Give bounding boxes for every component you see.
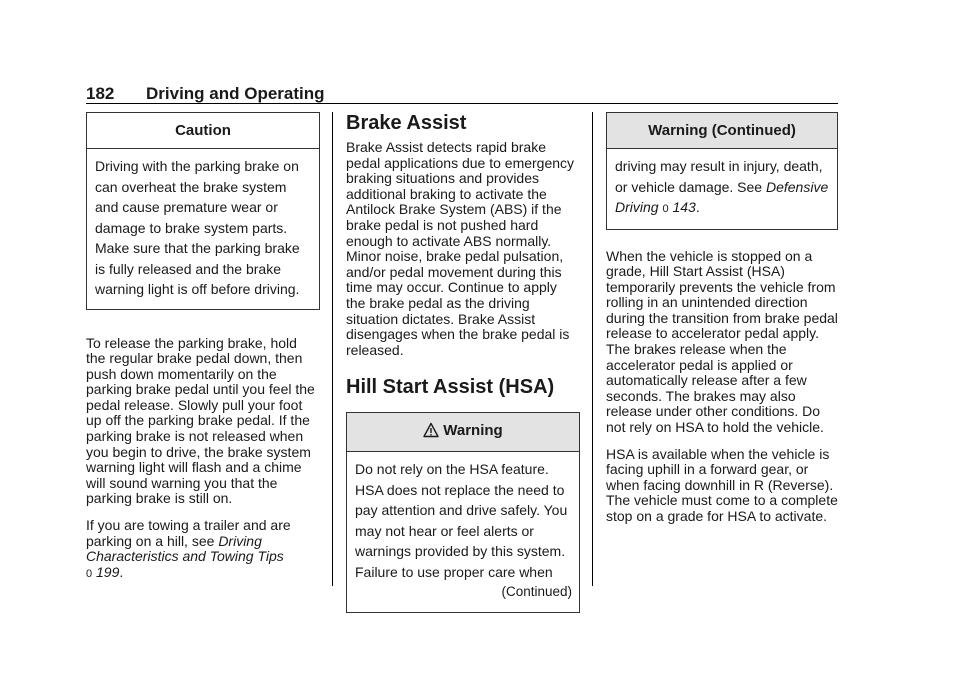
column-divider-1 <box>332 112 333 586</box>
warning-continued-body <box>607 149 837 229</box>
caution-title: Caution <box>87 113 319 149</box>
caution-body: Driving with the parking brake on can overheat the brake system and cause premature wear or damage to brake system parts. Make sure that the parking brake is fully released and the brake warning light is off before driving. <box>95 158 300 297</box>
defensive-driving-page-ref[interactable]: 143 <box>672 199 696 215</box>
towing-paragraph <box>86 518 320 582</box>
warning-continued-title: Warning (Continued) <box>607 113 837 149</box>
release-parking-brake-paragraph: To release the parking brake, hold the regular brake pedal down, then push down momentarily on the parking brake pedal until you feel the pedal release. Slowly pull your foot up off the parking brake pedal. If the parking brake is not released when you begin to drive, the brake system warning light will flash and a chime will sound warning you that the parking brake is still on. <box>86 334 315 507</box>
towing-tips-link[interactable]: Driving Characteristics and Towing Tips <box>86 532 284 565</box>
defensive-driving-link[interactable]: Defensive Driving <box>615 178 829 215</box>
towing-tips-page-ref[interactable]: 199 <box>96 563 120 580</box>
continued-label: (Continued) <box>501 584 572 600</box>
hsa-description-paragraph: When the vehicle is stopped on a grade, Hill Start Assist (HSA) temporarily prevents the vehicle from rolling in an unintended direction during the transition from brake pedal release to accelerator pedal apply. The brakes release when the accelerator pedal is applied or automatically release after a few seconds. The brakes may also release under other conditions. Do not rely on HSA to hold the vehicle. <box>606 247 838 436</box>
page-ref-icon: 0 <box>86 567 93 580</box>
page-ref-icon: 0 <box>662 203 669 215</box>
brake-assist-heading: Brake Assist <box>346 112 467 134</box>
warning-body-text: Do not rely on the HSA feature. HSA does not replace the need to pay attention and drive safely. You may not hear or feel alerts or warnings provided by this system. Failure to use proper care when <box>355 461 568 580</box>
warning-continued-period: . <box>695 199 700 215</box>
warning-triangle-icon <box>423 422 439 442</box>
column-3 <box>606 112 838 525</box>
brake-assist-paragraph: Brake Assist detects rapid brake pedal applications due to emergency braking situations and provides additional braking to activate the Antilock Brake System (ABS) if the brake pedal is not pushed hard enough to activate ABS normally. Minor noise, brake pedal pulsation, and/or pedal movement during this time may occur. Continue to apply the brake pedal as the driving situation dictates. Brake Assist disengages when the brake pedal is released. <box>346 139 575 358</box>
warning-continued-box <box>606 112 838 230</box>
warning-continued-text: driving may result in injury, death, or vehicle damage. See <box>615 158 823 195</box>
section-title: Driving and Operating <box>146 84 325 103</box>
towing-period: . <box>119 563 124 580</box>
column-2 <box>346 112 580 613</box>
hsa-availability-paragraph: HSA is available when the vehicle is facing uphill in a forward gear, or when facing downhill in R (Reverse). The vehicle must come to a complete stop on a grade for HSA to activate. <box>606 445 838 524</box>
towing-text: If you are towing a trailer and are parking on a hill, see <box>86 517 291 549</box>
warning-header <box>347 413 579 452</box>
page-header <box>86 84 838 104</box>
warning-title: Warning <box>443 422 503 440</box>
hsa-warning-box <box>346 412 580 613</box>
warning-body <box>347 452 579 612</box>
column-1 <box>86 112 320 582</box>
caution-box <box>86 112 320 310</box>
hsa-heading: Hill Start Assist (HSA) <box>346 376 555 399</box>
column-divider-2 <box>592 112 593 586</box>
page-number: 182 <box>86 84 115 103</box>
